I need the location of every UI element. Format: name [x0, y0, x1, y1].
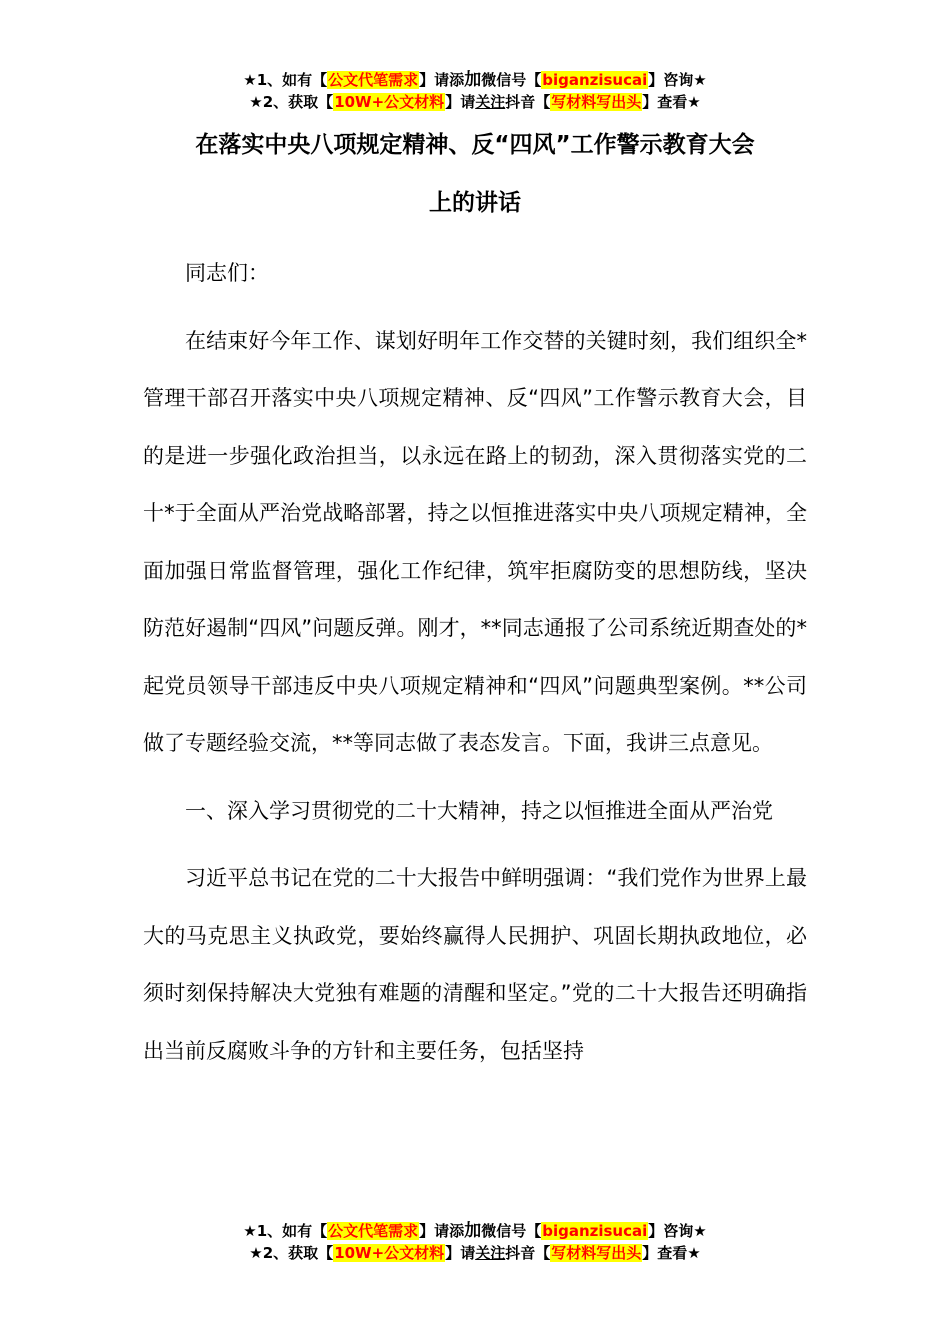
banner-line-2: ★2、获取【10W+公文材料】请关注抖音【写材料写出头】查看★ [249, 1244, 701, 1262]
paragraph-intro: 在结束好今年工作、谋划好明年工作交替的关键时刻，我们组织全*管理干部召开落实中央八项规定精神、反“四风”工作警示教育大会，目的是进一步强化政治担当，以永远在路上的韧劲，深入贯彻落实党的二十*于全面从严治党战略部署，持之以恒推进落实中央八项规定精神，全面加强日常监督管理，强化工作纪律，筑牢拒腐防变的思想防线，坚决防范好遏制“四风”问题反弹。刚才，**同志通报了公司系统近期查处的*起党员领导干部违反中央八项规定精神和“四风”问题典型案例。**公司做了专题经验交流，**等同志做了表态发言。下面，我讲三点意见。 [143, 328, 807, 755]
douyin-account-highlight: 写材料写出头 [551, 1244, 642, 1262]
wechat-id-highlight: biganzisucai [542, 71, 648, 89]
wechat-id-highlight: biganzisucai [542, 1222, 648, 1240]
section-heading-1: 一、深入学习贯彻党的二十大精神，持之以恒推进全面从严治党 [185, 798, 773, 823]
ghostwriting-highlight: 公文代笔需求 [328, 71, 419, 89]
banner-line-2: ★2、获取【10W+公文材料】请关注抖音【写材料写出头】查看★ [249, 93, 701, 111]
paragraph-quote: 习近平总书记在党的二十大报告中鲜明强调：“我们党作为世界上最大的马克思主义执政党，要始终赢得人民拥护、巩固长期执政地位，必须时刻保持解决大党独有难题的清醒和坚定。”党的二十大报告还明确指出当前反腐败斗争的方针和主要任务，包括坚持 [143, 866, 807, 1063]
banner-line-1: ★1、如有【公文代笔需求】请添加微信号【biganzisucai】咨询★ [243, 70, 707, 90]
douyin-account-highlight: 写材料写出头 [551, 93, 642, 111]
header-banner [0, 69, 950, 113]
banner-line-1: ★1、如有【公文代笔需求】请添加微信号【biganzisucai】咨询★ [243, 1221, 707, 1241]
footer-banner [0, 1220, 950, 1264]
ghostwriting-highlight: 公文代笔需求 [328, 1222, 419, 1240]
salutation: 同志们： [185, 261, 269, 285]
document-title-line-2: 上的讲话 [429, 190, 521, 216]
materials-highlight: 10W+公文材料 [334, 93, 445, 111]
materials-highlight: 10W+公文材料 [334, 1244, 445, 1262]
document-title-line-1: 在落实中央八项规定精神、反“四风”工作警示教育大会 [195, 132, 755, 158]
document-body [143, 245, 807, 1080]
